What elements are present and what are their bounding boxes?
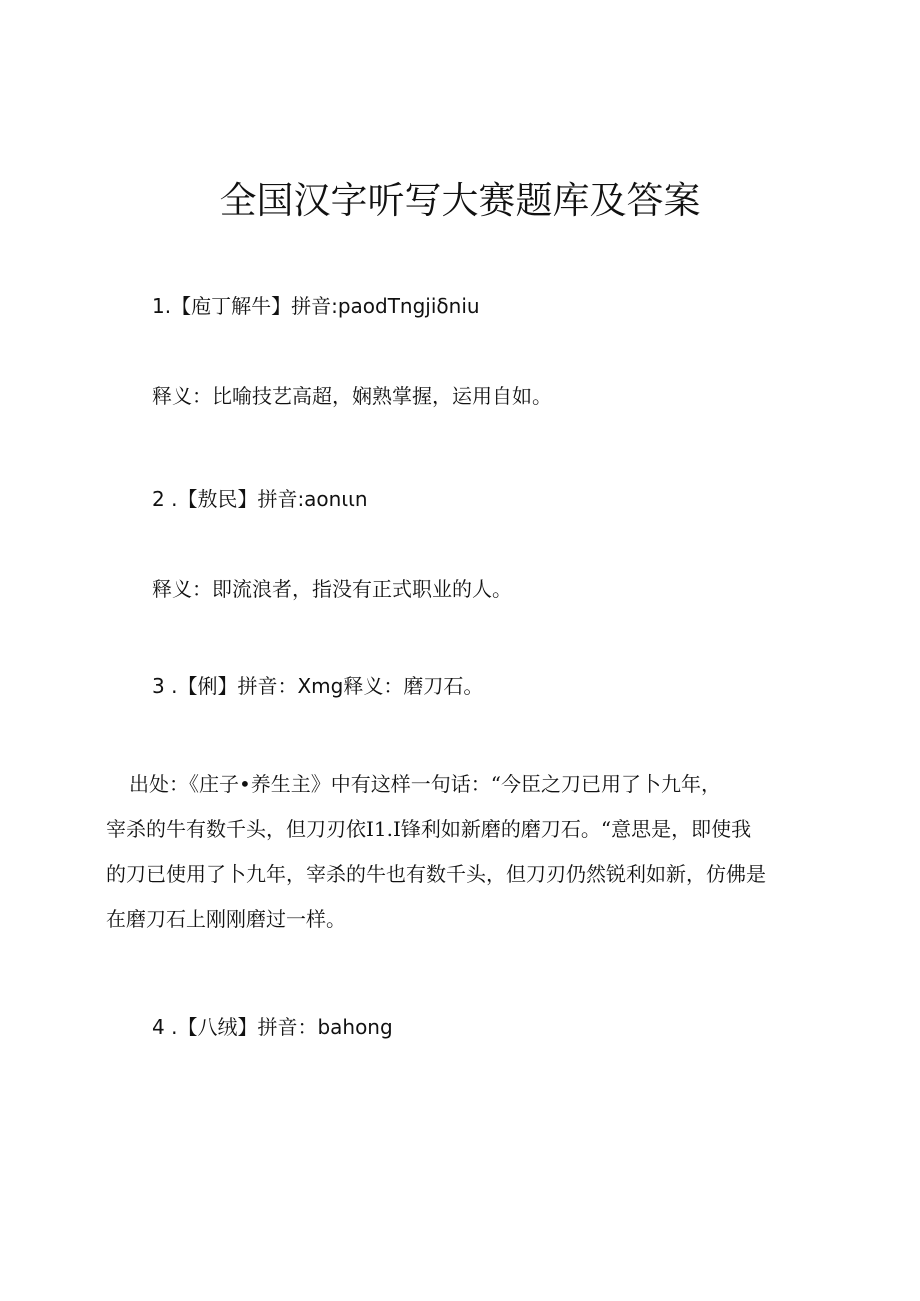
source-line-1: 出处：《庄子•养生主》中有这样一句话：“今臣之刀已用了卜九年， bbox=[129, 772, 722, 796]
source-line-3: 的刀已使用了卜九年，宰杀的牛也有数千头，但刀刃仍然锐利如新，仿佛是 bbox=[106, 862, 766, 886]
document-title: 全国汉字听写大赛题库及答案 bbox=[219, 179, 701, 222]
entry-3-heading: 3 .【俐】拼音：Xmg释义：磨刀石。 bbox=[152, 674, 484, 698]
source-line-2: 宰杀的牛有数千头，但刀刃依I1.I锋利如新磨的磨刀石。“意思是，即使我 bbox=[106, 817, 752, 841]
source-line-4: 在磨刀石上刚刚磨过一样。 bbox=[106, 907, 346, 931]
entry-1-definition: 释义：比喻技艺高超，娴熟掌握，运用自如。 bbox=[152, 384, 552, 408]
entry-1-heading: 1.【庖丁解牛】拼音:paodTngjiδniu bbox=[152, 294, 480, 318]
entry-2-heading: 2 .【敖民】拼音:aonιιn bbox=[152, 487, 368, 511]
entry-4-heading: 4 .【八绒】拼音：bahong bbox=[152, 1015, 393, 1039]
entry-2-definition: 释义：即流浪者，指没有正式职业的人。 bbox=[152, 577, 512, 601]
entry-3-source-paragraph bbox=[106, 762, 821, 942]
